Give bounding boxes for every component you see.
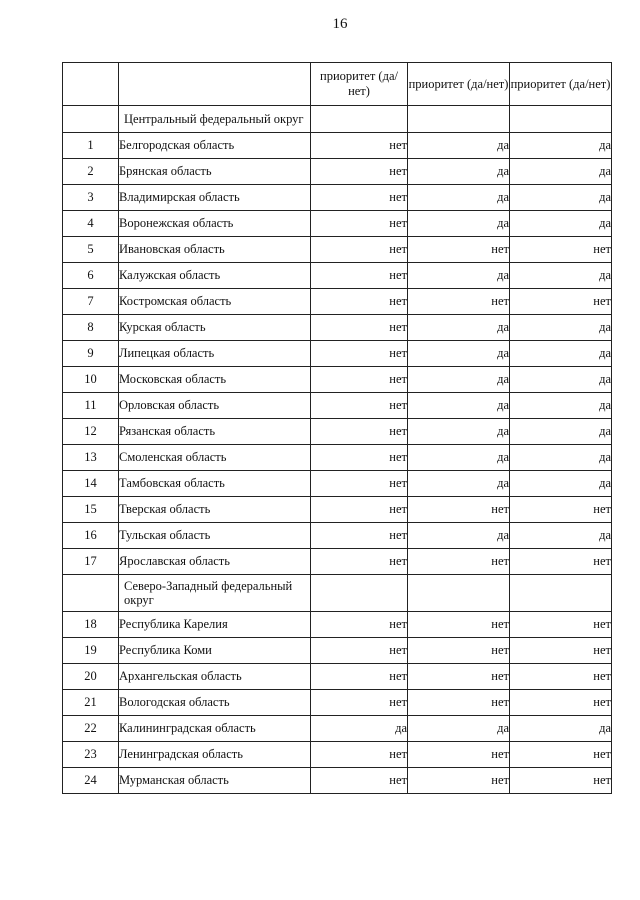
- priority-2-value: да: [408, 367, 510, 393]
- row-number: 13: [63, 445, 119, 471]
- priority-1-value: нет: [311, 237, 408, 263]
- priority-1-value: нет: [311, 638, 408, 664]
- priority-2-value: да: [408, 445, 510, 471]
- table-row: [63, 445, 612, 471]
- table-header-row: [63, 63, 612, 106]
- region-name: Республика Коми: [119, 638, 311, 664]
- priority-1-value: нет: [311, 612, 408, 638]
- priority-2-value: да: [408, 716, 510, 742]
- region-name: Архангельская область: [119, 664, 311, 690]
- table-row: [63, 211, 612, 237]
- priority-1-value: нет: [311, 393, 408, 419]
- priority-2-value: нет: [408, 497, 510, 523]
- district-empty-cell: [408, 575, 510, 612]
- region-name: Ивановская область: [119, 237, 311, 263]
- header-number: [63, 63, 119, 106]
- region-name: Владимирская область: [119, 185, 311, 211]
- row-number: 16: [63, 523, 119, 549]
- priority-3-value: нет: [510, 690, 612, 716]
- region-name: Смоленская область: [119, 445, 311, 471]
- priority-2-value: да: [408, 159, 510, 185]
- district-name: Центральный федеральный округ: [119, 106, 311, 133]
- district-name: Северо-Западный федеральный округ: [119, 575, 311, 612]
- row-number: 22: [63, 716, 119, 742]
- table-row: [63, 768, 612, 794]
- priority-2-value: да: [408, 315, 510, 341]
- region-name: Московская область: [119, 367, 311, 393]
- row-number: 3: [63, 185, 119, 211]
- priority-2-value: да: [408, 523, 510, 549]
- header-priority-3: приоритет (да/нет): [510, 63, 612, 106]
- table-row: [63, 638, 612, 664]
- region-name: Белгородская область: [119, 133, 311, 159]
- priority-3-value: нет: [510, 638, 612, 664]
- priority-3-value: да: [510, 471, 612, 497]
- table-row: [63, 237, 612, 263]
- row-number: 5: [63, 237, 119, 263]
- priority-3-value: да: [510, 185, 612, 211]
- priority-3-value: нет: [510, 289, 612, 315]
- table-row: [63, 690, 612, 716]
- priority-1-value: да: [311, 716, 408, 742]
- priority-2-value: да: [408, 393, 510, 419]
- district-empty-cell: [63, 575, 119, 612]
- priority-2-value: да: [408, 419, 510, 445]
- region-name: Тамбовская область: [119, 471, 311, 497]
- priority-1-value: нет: [311, 664, 408, 690]
- priority-3-value: да: [510, 159, 612, 185]
- district-empty-cell: [510, 106, 612, 133]
- priority-3-value: нет: [510, 768, 612, 794]
- row-number: 1: [63, 133, 119, 159]
- priority-3-value: нет: [510, 237, 612, 263]
- region-name: Тульская область: [119, 523, 311, 549]
- table-row: [63, 742, 612, 768]
- priority-2-value: нет: [408, 638, 510, 664]
- priority-3-value: да: [510, 523, 612, 549]
- row-number: 11: [63, 393, 119, 419]
- row-number: 18: [63, 612, 119, 638]
- priority-1-value: нет: [311, 159, 408, 185]
- priority-1-value: нет: [311, 289, 408, 315]
- table-row: [63, 315, 612, 341]
- priority-2-value: нет: [408, 612, 510, 638]
- table-row: [63, 664, 612, 690]
- region-name: Воронежская область: [119, 211, 311, 237]
- priority-2-value: нет: [408, 768, 510, 794]
- row-number: 14: [63, 471, 119, 497]
- header-name: [119, 63, 311, 106]
- row-number: 24: [63, 768, 119, 794]
- row-number: 7: [63, 289, 119, 315]
- priority-1-value: нет: [311, 263, 408, 289]
- priority-1-value: нет: [311, 690, 408, 716]
- priority-3-value: нет: [510, 549, 612, 575]
- priority-1-value: нет: [311, 185, 408, 211]
- row-number: 19: [63, 638, 119, 664]
- priority-1-value: нет: [311, 341, 408, 367]
- priority-3-value: да: [510, 419, 612, 445]
- table-row: [63, 549, 612, 575]
- priority-3-value: нет: [510, 612, 612, 638]
- priority-3-value: да: [510, 367, 612, 393]
- region-name: Орловская область: [119, 393, 311, 419]
- priority-3-value: нет: [510, 742, 612, 768]
- region-name: Брянская область: [119, 159, 311, 185]
- district-empty-cell: [408, 106, 510, 133]
- table-body: [63, 106, 612, 794]
- priority-3-value: да: [510, 341, 612, 367]
- region-name: Тверская область: [119, 497, 311, 523]
- table-row: [63, 133, 612, 159]
- priority-2-value: нет: [408, 549, 510, 575]
- priority-2-value: нет: [408, 664, 510, 690]
- priority-1-value: нет: [311, 471, 408, 497]
- region-name: Вологодская область: [119, 690, 311, 716]
- priority-1-value: нет: [311, 742, 408, 768]
- region-name: Липецкая область: [119, 341, 311, 367]
- table-row: [63, 263, 612, 289]
- priority-1-value: нет: [311, 367, 408, 393]
- row-number: 21: [63, 690, 119, 716]
- row-number: 23: [63, 742, 119, 768]
- region-name: Курская область: [119, 315, 311, 341]
- district-empty-cell: [63, 106, 119, 133]
- table-row: [63, 185, 612, 211]
- row-number: 4: [63, 211, 119, 237]
- district-row: [63, 575, 612, 612]
- regions-priority-table: [62, 62, 612, 794]
- priority-1-value: нет: [311, 133, 408, 159]
- priority-1-value: нет: [311, 523, 408, 549]
- region-name: Ярославская область: [119, 549, 311, 575]
- table-row: [63, 159, 612, 185]
- priority-3-value: нет: [510, 497, 612, 523]
- priority-2-value: нет: [408, 289, 510, 315]
- row-number: 12: [63, 419, 119, 445]
- priority-1-value: нет: [311, 497, 408, 523]
- priority-3-value: да: [510, 716, 612, 742]
- header-priority-1: приоритет (да/нет): [311, 63, 408, 106]
- table-row: [63, 471, 612, 497]
- priority-3-value: да: [510, 315, 612, 341]
- district-empty-cell: [510, 575, 612, 612]
- region-name: Ленинградская область: [119, 742, 311, 768]
- region-name: Республика Карелия: [119, 612, 311, 638]
- row-number: 20: [63, 664, 119, 690]
- table-row: [63, 393, 612, 419]
- table-row: [63, 716, 612, 742]
- priority-2-value: да: [408, 211, 510, 237]
- table-row: [63, 341, 612, 367]
- priority-2-value: нет: [408, 690, 510, 716]
- row-number: 17: [63, 549, 119, 575]
- priority-3-value: да: [510, 211, 612, 237]
- priority-1-value: нет: [311, 315, 408, 341]
- priority-3-value: да: [510, 393, 612, 419]
- region-name: Мурманская область: [119, 768, 311, 794]
- priority-1-value: нет: [311, 445, 408, 471]
- priority-2-value: да: [408, 133, 510, 159]
- priority-1-value: нет: [311, 211, 408, 237]
- region-name: Калининградская область: [119, 716, 311, 742]
- table-row: [63, 419, 612, 445]
- row-number: 15: [63, 497, 119, 523]
- district-row: [63, 106, 612, 133]
- table-row: [63, 289, 612, 315]
- priority-2-value: нет: [408, 237, 510, 263]
- priority-2-value: нет: [408, 742, 510, 768]
- region-name: Калужская область: [119, 263, 311, 289]
- priority-3-value: нет: [510, 664, 612, 690]
- priority-3-value: да: [510, 263, 612, 289]
- priority-2-value: да: [408, 185, 510, 211]
- table-row: [63, 612, 612, 638]
- region-name: Рязанская область: [119, 419, 311, 445]
- priority-3-value: да: [510, 133, 612, 159]
- row-number: 2: [63, 159, 119, 185]
- district-empty-cell: [311, 106, 408, 133]
- table-row: [63, 523, 612, 549]
- priority-2-value: да: [408, 471, 510, 497]
- header-priority-2: приоритет (да/нет): [408, 63, 510, 106]
- row-number: 6: [63, 263, 119, 289]
- priority-1-value: нет: [311, 549, 408, 575]
- row-number: 9: [63, 341, 119, 367]
- priority-2-value: да: [408, 341, 510, 367]
- district-empty-cell: [311, 575, 408, 612]
- row-number: 10: [63, 367, 119, 393]
- table-row: [63, 367, 612, 393]
- priority-1-value: нет: [311, 768, 408, 794]
- priority-3-value: да: [510, 445, 612, 471]
- priority-2-value: да: [408, 263, 510, 289]
- row-number: 8: [63, 315, 119, 341]
- priority-1-value: нет: [311, 419, 408, 445]
- table-row: [63, 497, 612, 523]
- page-number: 16: [332, 16, 348, 32]
- region-name: Костромская область: [119, 289, 311, 315]
